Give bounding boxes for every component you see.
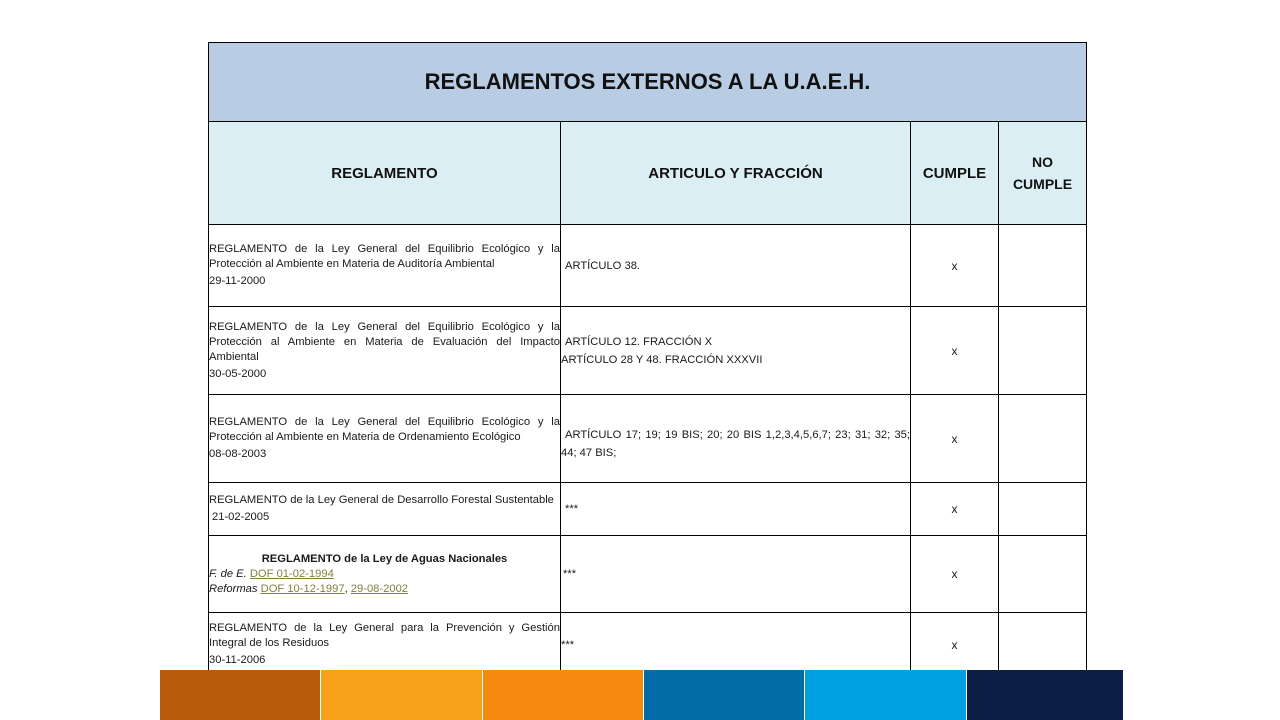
footer-color-block xyxy=(483,670,644,720)
reglamento-text: REGLAMENTO de la Ley General para la Prevención y Gestión Integral de los Residuos xyxy=(209,622,560,649)
reglamento-text: REGLAMENTO de la Ley General del Equilibrio Ecológico y la Protección al Ambiente en Materia de Auditoría Ambiental xyxy=(209,243,560,270)
articulo-line: *** xyxy=(565,503,579,515)
reformas-dof-link[interactable]: DOF 10-12-1997 xyxy=(260,582,345,595)
table-row xyxy=(209,307,1087,395)
no-cumple-mark xyxy=(999,483,1087,536)
fde-dof-link[interactable]: DOF 01-02-1994 xyxy=(249,567,334,580)
reglamento-date: 30-11-2006 xyxy=(209,654,266,666)
cumple-mark: x xyxy=(911,613,999,677)
reglamento-cell xyxy=(209,536,561,613)
title-row xyxy=(209,43,1087,122)
reglamento-cell xyxy=(209,395,561,483)
table-row xyxy=(209,483,1087,536)
fde-label: F. de E. xyxy=(209,567,247,580)
reglamento-date: 21-02-2005 xyxy=(212,511,270,523)
articulo-cell xyxy=(561,307,911,395)
articulo-line: ARTÍCULO 38. xyxy=(565,259,641,272)
cumple-mark: x xyxy=(911,225,999,307)
no-cumple-mark xyxy=(999,613,1087,677)
reglamento-text: REGLAMENTO de la Ley General de Desarrollo Forestal Sustentable xyxy=(209,494,554,506)
table-title: REGLAMENTOS EXTERNOS A LA U.A.E.H. xyxy=(209,43,1087,122)
regulations-table xyxy=(208,42,1087,677)
header-no-cumple-line2: CUMPLE xyxy=(1012,176,1073,192)
articulo-line: ARTÍCULO 17; 19; 19 BIS; 20; 20 BIS 1,2,3,4,5,6,7; 23; 31; 32; 35; 44; 47 BIS; xyxy=(561,428,910,459)
reglamento-text: REGLAMENTO de la Ley General del Equilibrio Ecológico y la Protección al Ambiente en Materia de Evaluación del Impacto Ambiental xyxy=(209,320,560,363)
footer-color-bar xyxy=(160,670,1124,720)
footer-color-block xyxy=(321,670,483,720)
articulo-cell xyxy=(561,613,911,677)
header-reglamento: REGLAMENTO xyxy=(209,122,561,225)
reglamento-cell xyxy=(209,307,561,395)
no-cumple-mark xyxy=(999,536,1087,613)
header-row xyxy=(209,122,1087,225)
articulo-cell xyxy=(561,395,911,483)
reglamento-cell xyxy=(209,613,561,677)
cumple-mark: x xyxy=(911,307,999,395)
header-articulo: ARTICULO Y FRACCIÓN xyxy=(561,122,911,225)
no-cumple-mark xyxy=(999,225,1087,307)
reglamento-text: REGLAMENTO de la Ley General del Equilibrio Ecológico y la Protección al Ambiente en Materia de Ordenamiento Ecológico xyxy=(209,416,560,443)
articulo-line: *** xyxy=(561,638,575,651)
articulo-cell xyxy=(561,536,911,613)
footer-color-block xyxy=(805,670,967,720)
header-no-cumple xyxy=(999,122,1087,225)
articulo-line: ARTÍCULO 12. FRACCIÓN X xyxy=(565,335,713,348)
no-cumple-mark xyxy=(999,395,1087,483)
footer-color-block xyxy=(967,670,1124,720)
cumple-mark: x xyxy=(911,395,999,483)
fde-line xyxy=(209,567,560,582)
cumple-mark: x xyxy=(911,536,999,613)
articulo-line: *** xyxy=(563,568,577,580)
footer-color-block xyxy=(644,670,805,720)
reformas-line xyxy=(209,582,560,597)
no-cumple-mark xyxy=(999,307,1087,395)
reglamento-text: REGLAMENTO de la Ley de Aguas Nacionales xyxy=(261,552,508,565)
reformas-label: Reformas xyxy=(209,582,258,595)
footer-color-block xyxy=(160,670,321,720)
table-row xyxy=(209,395,1087,483)
reformas-separator: , xyxy=(344,582,348,595)
reglamento-cell xyxy=(209,483,561,536)
table-row xyxy=(209,536,1087,613)
articulo-line: ARTÍCULO 28 Y 48. FRACCIÓN XXXVII xyxy=(561,353,763,366)
table-row xyxy=(209,613,1087,677)
header-no-cumple-line1: NO xyxy=(1032,154,1053,170)
reglamento-date: 29-11-2000 xyxy=(209,275,266,287)
cumple-mark: x xyxy=(911,483,999,536)
reglamento-cell xyxy=(209,225,561,307)
reglamento-date: 08-08-2003 xyxy=(209,448,267,460)
articulo-cell xyxy=(561,483,911,536)
articulo-cell xyxy=(561,225,911,307)
header-cumple: CUMPLE xyxy=(911,122,999,225)
table-row xyxy=(209,225,1087,307)
reformas-date-link[interactable]: 29-08-2002 xyxy=(350,582,409,595)
reglamento-date: 30-05-2000 xyxy=(209,367,267,380)
